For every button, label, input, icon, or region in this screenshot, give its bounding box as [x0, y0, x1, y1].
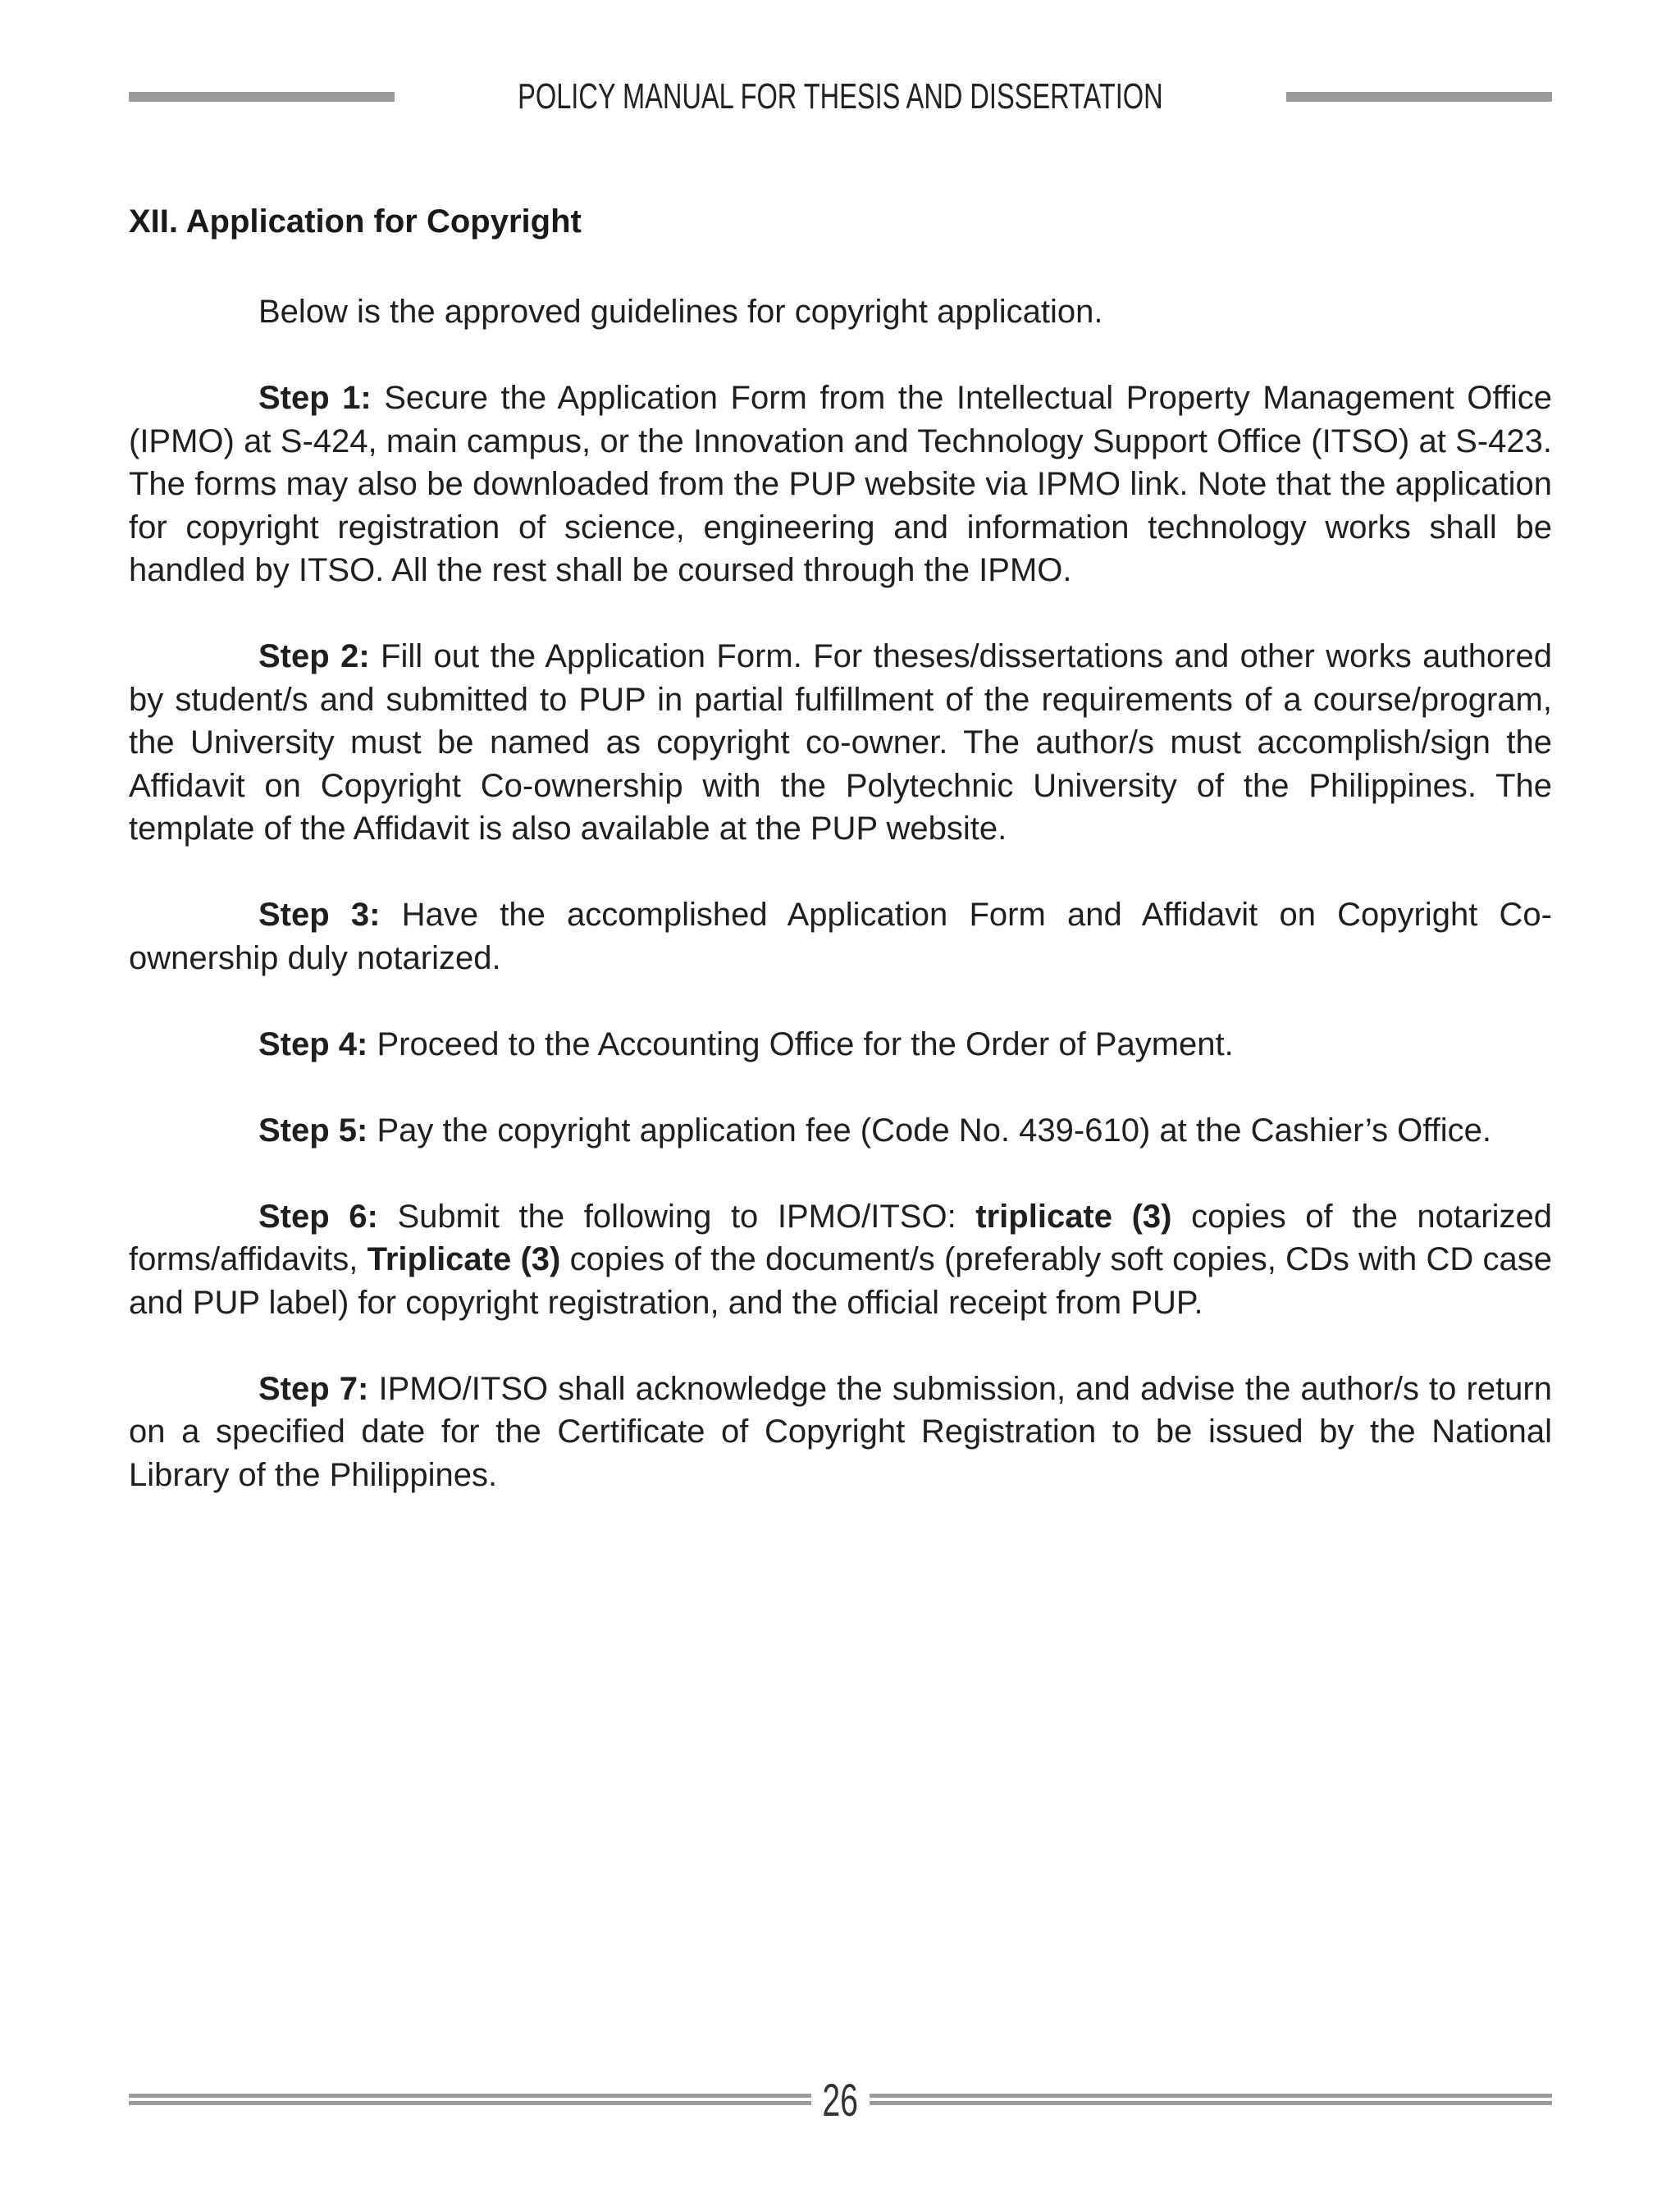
step-4-label: Step 4:: [258, 1025, 368, 1062]
intro-text: Below is the approved guidelines for copyright application.: [258, 294, 1103, 330]
step-6-bold-b: Triplicate (3): [367, 1241, 561, 1277]
header-rule-left: [129, 92, 395, 102]
step-1-text: Secure the Application Form from the Intellectual Property Management Office (IPMO) at S-424, main campus, or the Innovation and Technology Support Office (ITSO) at S-423. The forms may also be downloaded from the PUP website via IPMO link. Note that the application for copyright registration of science, engineering and information technology works shall be handled by ITSO. All the rest shall be coursed through the IPMO.: [129, 380, 1552, 588]
step-2-text: Fill out the Application Form. For theses/dissertations and other works authored by student/s and submitted to PUP in partial fulfillment of the requirements of a course/program, the University must be named as copyright co-owner. The author/s must accomplish/sign the Affidavit on Copyright Co-ownership with the Polytechnic University of the Philippines. The template of the Affidavit is also available at the PUP website.: [129, 638, 1552, 847]
step-5-paragraph: [129, 1109, 1552, 1153]
step-3-paragraph: [129, 893, 1552, 980]
step-6-label: Step 6:: [258, 1198, 378, 1235]
header-rule-right: [1286, 92, 1552, 102]
header-title: POLICY MANUAL FOR THESIS AND DISSERTATION: [518, 76, 1163, 116]
intro-paragraph: [129, 290, 1552, 334]
step-7-paragraph: [129, 1368, 1552, 1497]
step-4-paragraph: [129, 1023, 1552, 1067]
step-6-text-c: copies of the document/s (preferably soft copies, CDs with CD case and PUP label) for copyright registration, and the official receipt from PUP.: [129, 1241, 1552, 1321]
section-title: XII. Application for Copyright: [129, 203, 582, 240]
step-4-text: Proceed to the Accounting Office for the Order of Payment.: [377, 1025, 1234, 1062]
step-6-text-a: Submit the following to IPMO/ITSO:: [397, 1198, 956, 1235]
step-1-paragraph: [129, 377, 1552, 592]
step-2-paragraph: [129, 635, 1552, 851]
step-1-label: Step 1:: [258, 380, 372, 416]
step-3-text: Have the accomplished Application Form and Affidavit on Copyright Co-ownership duly notarized.: [129, 897, 1552, 976]
step-2-label: Step 2:: [258, 638, 370, 674]
step-7-text: IPMO/ITSO shall acknowledge the submission, and advise the author/s to return on a specified date for the Certificate of Copyright Registration to be issued by the National Library of the Philippines.: [129, 1370, 1552, 1493]
footer-rule-left: [129, 2094, 811, 2105]
step-5-label: Step 5:: [258, 1112, 368, 1149]
document-body: [129, 290, 1552, 1540]
page-footer: [129, 2071, 1552, 2128]
step-6-text-b: copies of the notarized forms/affidavits,: [129, 1198, 1552, 1277]
page-header: [129, 72, 1552, 121]
footer-rule-right: [870, 2094, 1552, 2105]
step-7-label: Step 7:: [258, 1370, 369, 1407]
step-5-text: Pay the copyright application fee (Code No. 439-610) at the Cashier’s Office.: [377, 1112, 1492, 1149]
step-6-paragraph: [129, 1195, 1552, 1325]
step-3-label: Step 3:: [258, 897, 381, 933]
step-6-bold-a: triplicate (3): [975, 1198, 1172, 1235]
page-number: 26: [822, 2073, 859, 2126]
